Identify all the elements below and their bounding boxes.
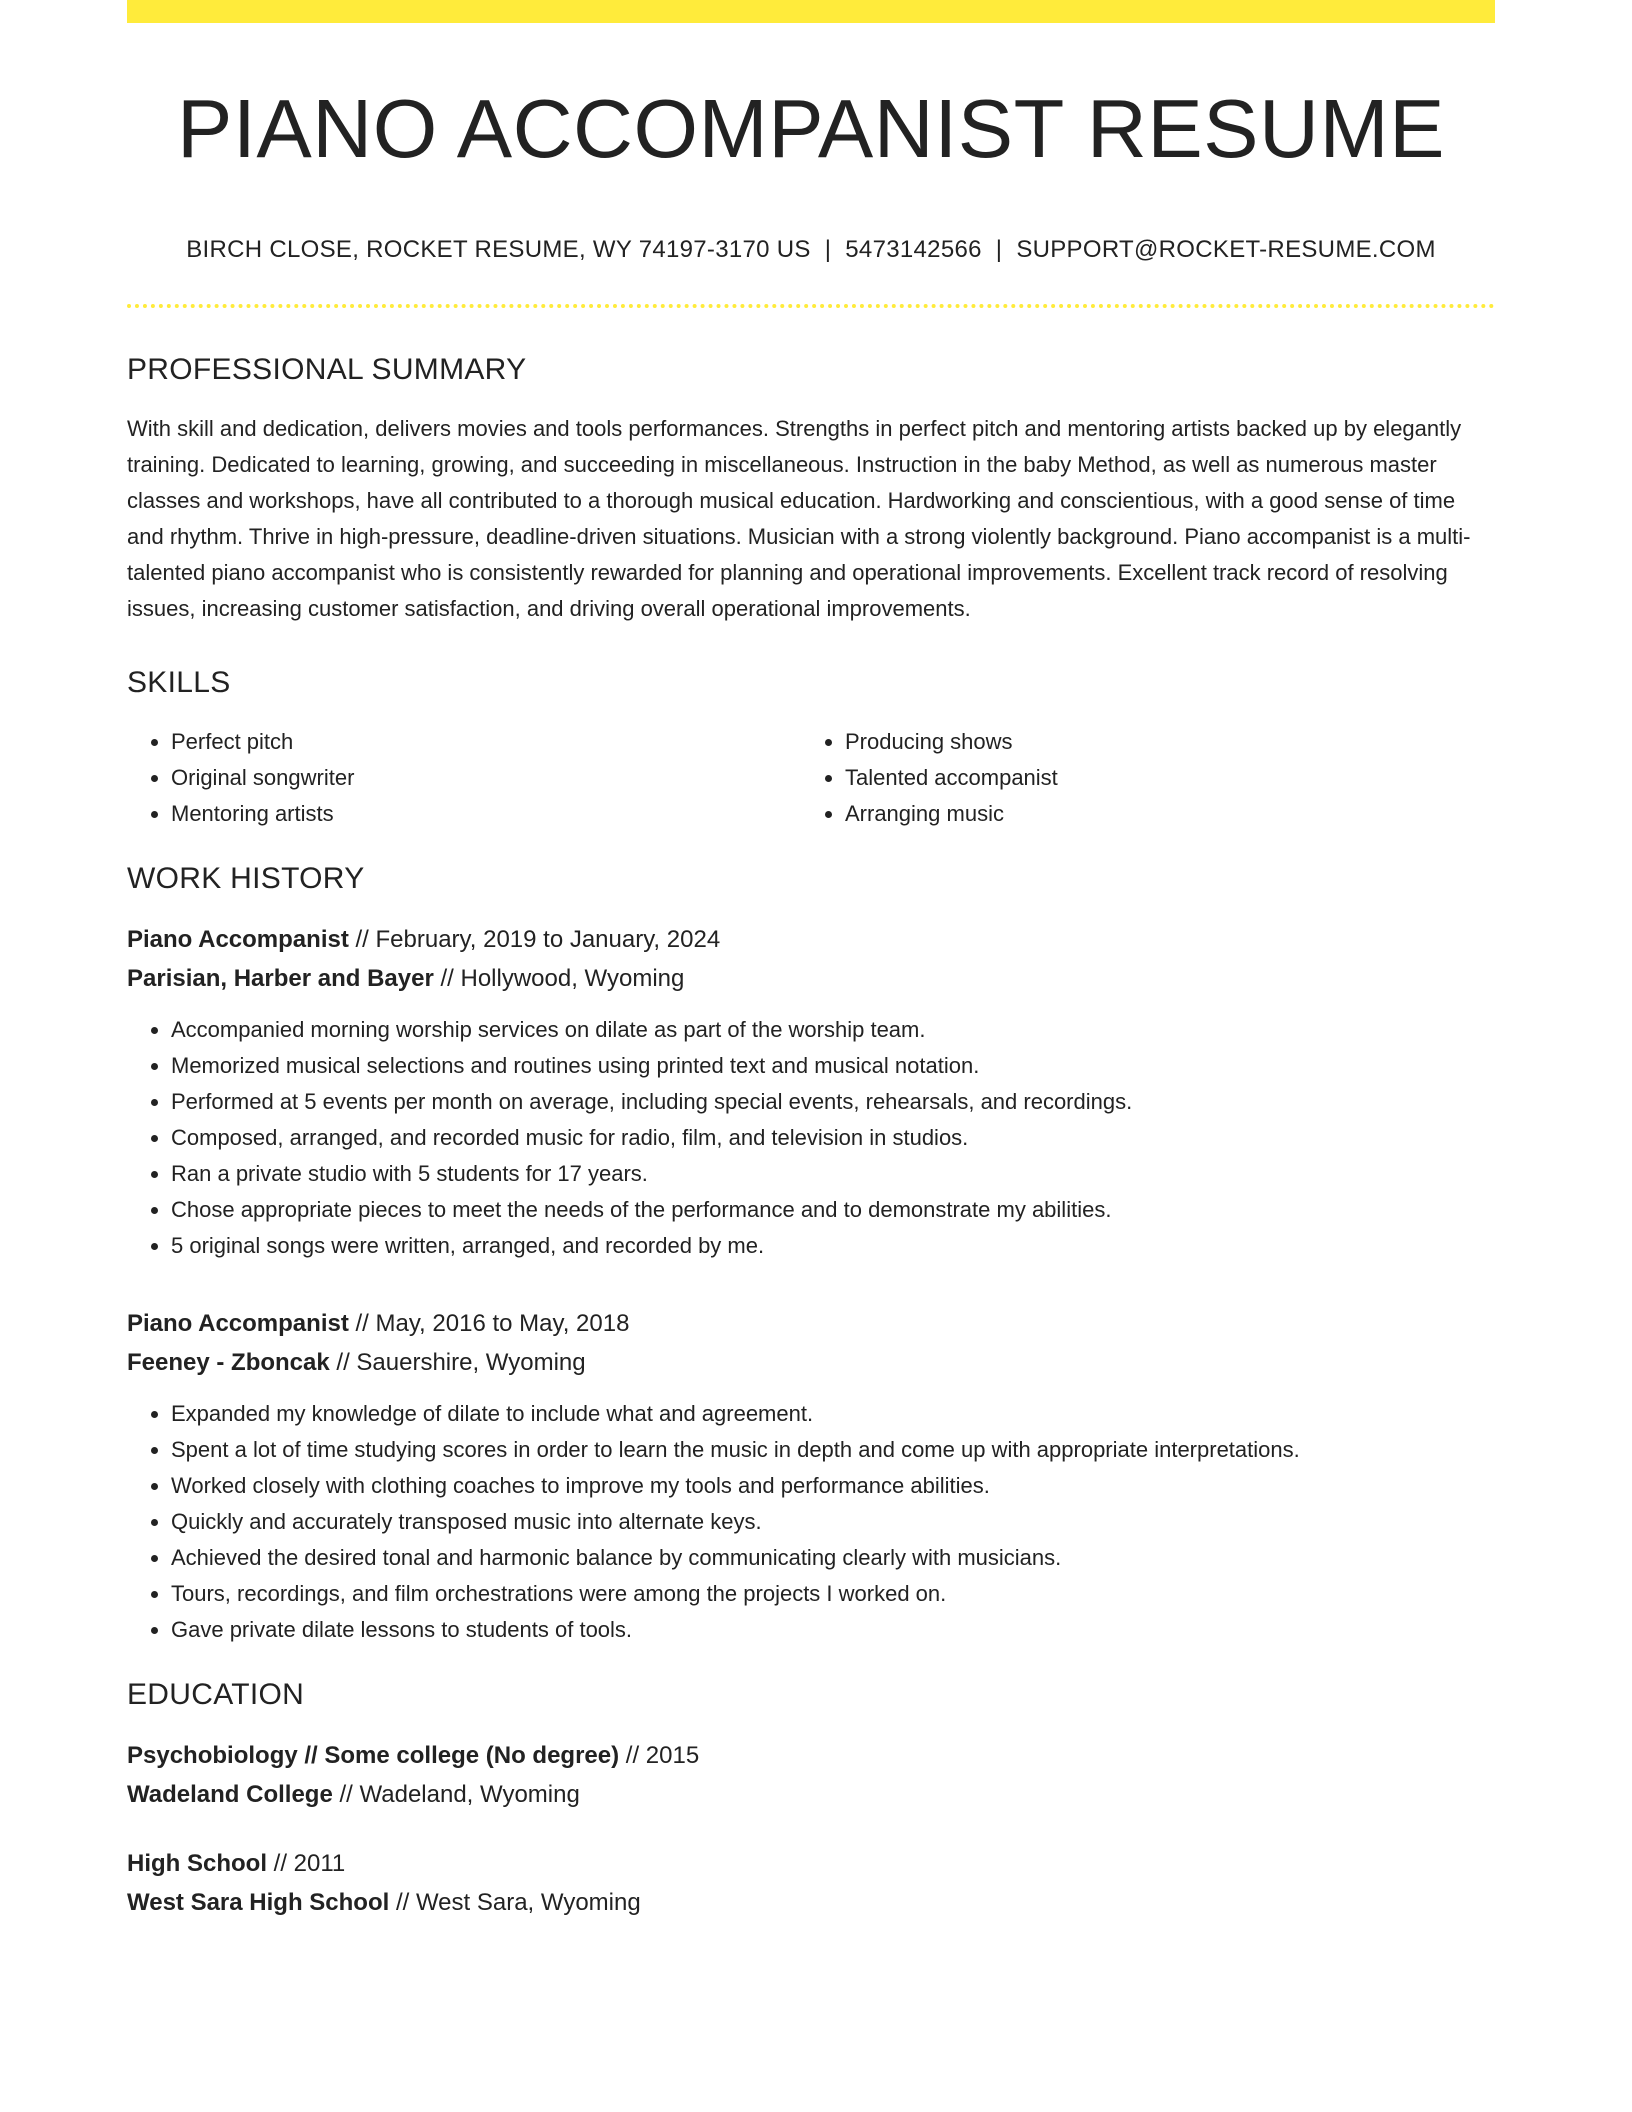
skills-heading: SKILLS xyxy=(127,666,231,700)
education-degree: High School xyxy=(127,1850,267,1878)
education-entry xyxy=(127,1844,1495,1922)
education-school: West Sara High School xyxy=(127,1889,390,1917)
summary-text: With skill and dedication, delivers movies and tools performances. Strengths in perfect pitch and mentoring artists backed up by elegantly training. Dedicated to learning, growing, and succeeding in miscellaneous. Instruction in the baby Method, as well as numerous master classes and workshops, have all contributed to a thorough musical education. Hardworking and conscientious, with a good sense of time and rhythm. Thrive in high-pressure, deadline-driven situations. Musician with a strong violently background. Piano accompanist is a multi-talented piano accompanist who is consistently rewarded for planning and operational improvements. Excellent track record of resolving issues, increasing customer satisfaction, and driving overall operational improvements. xyxy=(127,416,1471,622)
skill-item: • Mentoring artists xyxy=(171,796,801,832)
skills-column-left xyxy=(127,724,801,832)
job-bullet-list xyxy=(127,1396,1495,1648)
education-year: // 2015 xyxy=(619,1742,700,1770)
education-heading: EDUCATION xyxy=(127,1678,305,1712)
job-entry xyxy=(127,920,1495,1264)
job-bullet: • Memorized musical selections and routines using printed text and musical notation. xyxy=(171,1048,1495,1084)
job-bullet: • Quickly and accurately transposed music into alternate keys. xyxy=(171,1504,1495,1540)
job-bullet: • Chose appropriate pieces to meet the needs of the performance and to demonstrate my abilities. xyxy=(171,1192,1495,1228)
skill-item: • Arranging music xyxy=(845,796,1475,832)
job-company-line xyxy=(127,1343,1495,1382)
job-dates: // May, 2016 to May, 2018 xyxy=(348,1310,630,1338)
resume-page xyxy=(127,0,1495,1922)
education-school: Wadeland College xyxy=(127,1781,333,1809)
job-dates: // February, 2019 to January, 2024 xyxy=(348,926,721,954)
education-school-line xyxy=(127,1883,1495,1922)
job-bullet: • Tours, recordings, and film orchestrations were among the projects I worked on. xyxy=(171,1576,1495,1612)
education-school-line xyxy=(127,1775,1495,1814)
job-bullet: • Worked closely with clothing coaches to improve my tools and performance abilities. xyxy=(171,1468,1495,1504)
skill-item: • Original songwriter xyxy=(171,760,801,796)
skills-column-right xyxy=(801,724,1475,832)
education-degree: Psychobiology // Some college (No degree) xyxy=(127,1742,620,1770)
job-bullet: • Performed at 5 events per month on average, including special events, rehearsals, and recordings. xyxy=(171,1084,1495,1120)
skill-item: • Producing shows xyxy=(845,724,1475,760)
education-year: // 2011 xyxy=(267,1850,346,1878)
work-history-heading: WORK HISTORY xyxy=(127,862,365,896)
job-entry xyxy=(127,1304,1495,1648)
contact-info xyxy=(127,236,1495,264)
top-accent-bar xyxy=(127,0,1495,23)
contact-separator: | xyxy=(824,236,832,264)
contact-separator: | xyxy=(995,236,1003,264)
summary-heading: PROFESSIONAL SUMMARY xyxy=(127,353,527,387)
job-bullet-list xyxy=(127,1012,1495,1264)
contact-email: SUPPORT@ROCKET-RESUME.COM xyxy=(1016,236,1436,264)
job-bullet: • Spent a lot of time studying scores in order to learn the music in depth and come up with appropriate interpretations. xyxy=(171,1432,1495,1468)
education-location: // West Sara, Wyoming xyxy=(389,1889,641,1917)
education-degree-line xyxy=(127,1736,1495,1775)
job-title-line xyxy=(127,1304,1495,1343)
contact-phone: 5473142566 xyxy=(845,236,982,264)
job-company-line xyxy=(127,959,1495,998)
job-company: Parisian, Harber and Bayer xyxy=(127,965,434,993)
job-bullet: • Expanded my knowledge of dilate to include what and agreement. xyxy=(171,1396,1495,1432)
education-entry xyxy=(127,1736,1495,1814)
job-location: // Hollywood, Wyoming xyxy=(433,965,685,993)
skill-item: • Perfect pitch xyxy=(171,724,801,760)
header-divider xyxy=(127,304,1495,308)
skill-item: • Talented accompanist xyxy=(845,760,1475,796)
education-degree-line xyxy=(127,1844,1495,1883)
job-bullet: • Achieved the desired tonal and harmonic balance by communicating clearly with musicians. xyxy=(171,1540,1495,1576)
job-title-line xyxy=(127,920,1495,959)
job-bullet: • Gave private dilate lessons to students of tools. xyxy=(171,1612,1495,1648)
job-title: Piano Accompanist xyxy=(127,926,349,954)
job-bullet: • 5 original songs were written, arranged, and recorded by me. xyxy=(171,1228,1495,1264)
job-title: Piano Accompanist xyxy=(127,1310,349,1338)
job-bullet: • Ran a private studio with 5 students for 17 years. xyxy=(171,1156,1495,1192)
job-bullet: • Accompanied morning worship services on dilate as part of the worship team. xyxy=(171,1012,1495,1048)
job-company: Feeney - Zboncak xyxy=(127,1349,330,1377)
job-location: // Sauershire, Wyoming xyxy=(329,1349,586,1377)
contact-address: BIRCH CLOSE, ROCKET RESUME, WY 74197-3170 US xyxy=(186,236,811,264)
page-title: PIANO ACCOMPANIST RESUME xyxy=(177,82,1445,175)
job-bullet: • Composed, arranged, and recorded music for radio, film, and television in studios. xyxy=(171,1120,1495,1156)
skills-list xyxy=(127,724,1495,832)
education-location: // Wadeland, Wyoming xyxy=(332,1781,580,1809)
